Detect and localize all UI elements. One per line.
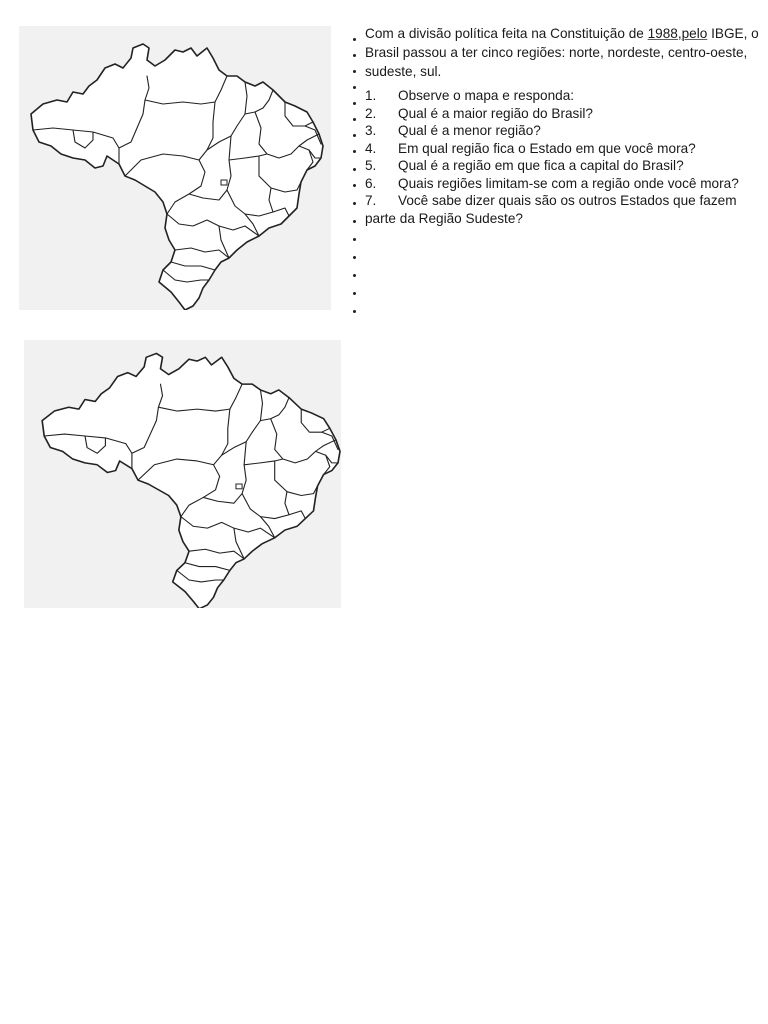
brazil-map-panel-bottom	[24, 340, 341, 608]
exercise-text	[352, 24, 762, 227]
intro-text-continued: IBGE, o Brasil passou a ter cinco regiões: norte, nordeste, centro-oeste, sudeste, sul.	[365, 26, 759, 79]
bullet	[353, 310, 356, 313]
question-item: 3. Qual é a menor região?	[365, 123, 541, 138]
brazil-regions-map	[24, 340, 341, 608]
bullet	[353, 292, 356, 295]
question-item: 2. Qual é a maior região do Brasil?	[365, 105, 593, 121]
question-item: 7. Você sabe dizer quais são os outros Estados que fazem parte da Região Sudeste?	[365, 193, 737, 226]
question-list	[365, 87, 762, 227]
question-item: 5. Qual é a região em que fica a capital do Brasil?	[365, 158, 684, 173]
question-item: 6. Quais regiões limitam-se com a região onde você mora?	[365, 175, 739, 191]
intro-paragraph	[365, 24, 762, 81]
bullet	[353, 256, 356, 259]
question-item: 1. Observe o mapa e responda:	[365, 88, 575, 103]
bullet	[353, 238, 356, 241]
intro-underlined-text: 1988,pelo	[647, 26, 708, 41]
bullet	[353, 274, 356, 277]
question-item: 4. Em qual região fica o Estado em que você mora?	[365, 140, 696, 156]
intro-text: Com a divisão política feita na Constituição de	[365, 26, 648, 41]
brazil-regions-map	[19, 26, 331, 310]
brazil-map-panel-top	[19, 26, 331, 310]
